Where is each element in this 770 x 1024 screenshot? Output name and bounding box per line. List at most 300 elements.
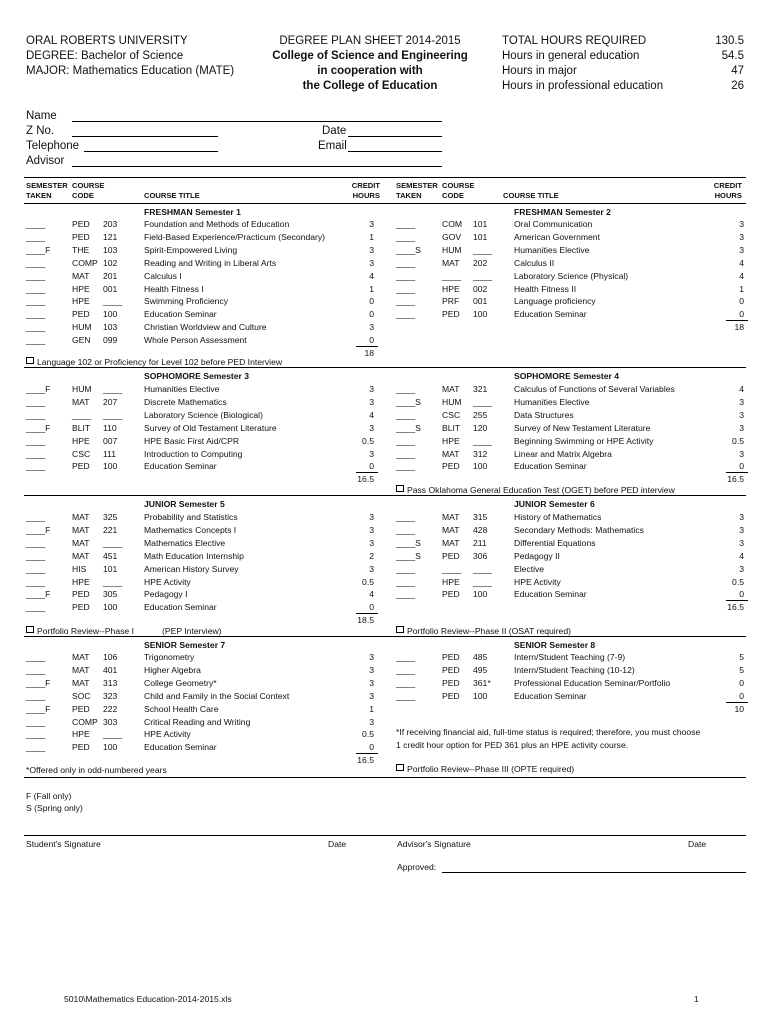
credit-hours: 3 [739, 563, 744, 574]
credit-hours: 3 [739, 422, 744, 433]
credit-hours: 0 [369, 461, 374, 472]
course-row [24, 524, 376, 537]
course-dept: MAT [72, 550, 90, 561]
course-row [24, 576, 376, 589]
course-title: Education Seminar [514, 309, 587, 320]
course-row [394, 218, 746, 231]
course-title: HPE Activity [144, 576, 191, 587]
course-title: Professional Education Seminar/Portfolio [514, 677, 671, 688]
course-title: HPE Basic First Aid/CPR [144, 435, 240, 446]
course-row [24, 703, 376, 716]
credit-hours: 3 [369, 563, 374, 574]
course-number: 100 [103, 602, 118, 613]
credit-hours: 3 [369, 396, 374, 407]
course-row [24, 409, 376, 422]
taken-blank[interactable]: ____S [396, 244, 421, 255]
taken-blank[interactable]: ____ [26, 742, 46, 753]
course-number: 102 [103, 257, 118, 268]
course-dept: MAT [442, 512, 460, 522]
course-title: Intern/Student Teaching (10-12) [514, 664, 635, 675]
fall-legend: F (Fall only) [26, 791, 72, 801]
credit-hours: 3 [369, 219, 374, 229]
course-row [394, 435, 746, 448]
course-row [394, 537, 746, 550]
course-row [24, 270, 376, 283]
credit-hours: 0.5 [362, 729, 374, 740]
course-number: 207 [103, 396, 118, 407]
taken-blank[interactable]: ____ [26, 729, 46, 740]
course-title: Elective [514, 563, 545, 574]
course-row [24, 537, 376, 550]
taken-blank[interactable]: ____ [396, 435, 416, 446]
credit-hours: 3 [369, 664, 374, 675]
course-dept: PED [442, 677, 460, 688]
credit-hours: 1 [369, 283, 374, 294]
credit-hours: 4 [369, 589, 374, 600]
course-row [394, 588, 746, 601]
taken-blank[interactable]: ____ [396, 652, 416, 662]
course-row [394, 460, 746, 473]
course-number: 303 [103, 716, 118, 727]
course-dept: GEN [72, 335, 91, 346]
course-number: 101 [473, 219, 488, 229]
taken-blank[interactable]: ____ [26, 448, 46, 459]
major-hours-row: Hours in major 47 [502, 65, 744, 77]
course-title: Introduction to Computing [144, 448, 243, 459]
course-dept: PED [72, 231, 90, 242]
course-row [394, 231, 746, 244]
credit-hours: 3 [369, 448, 374, 459]
course-dept: HPE [72, 576, 90, 587]
course-title: Probability and Statistics [144, 512, 238, 522]
course-row [24, 601, 376, 614]
course-title: Mathematics Concepts I [144, 524, 237, 535]
course-dept: BLIT [72, 422, 91, 433]
credit-hours: 3 [739, 524, 744, 535]
financial-note-line1: *If receiving financial aid, full-time status is required; therefore, you must choose [396, 727, 701, 737]
taken-blank[interactable]: ____ [26, 576, 46, 587]
signature-rule [24, 835, 746, 836]
semester-title: SOPHOMORE Semester 4 [514, 371, 620, 381]
advisor-date-label: Date [688, 839, 707, 849]
course-title: Humanities Elective [144, 384, 220, 394]
portfolio-phase1-checkbox[interactable] [26, 626, 34, 633]
course-title: Trigonometry [144, 652, 195, 662]
name-label: Name [26, 110, 57, 122]
course-row [24, 334, 376, 347]
taken-blank[interactable]: ____ [396, 296, 416, 307]
approved-label: Approved: [397, 862, 437, 872]
course-row [24, 690, 376, 703]
course-row [24, 511, 376, 524]
course-row [24, 550, 376, 563]
credit-hours: 3 [369, 716, 374, 727]
advisor-label: Advisor [26, 155, 65, 167]
taken-blank[interactable]: ____ [396, 589, 416, 600]
course-dept: MAT [72, 652, 90, 662]
course-number: ____ [473, 270, 493, 281]
taken-blank[interactable]: ____F [26, 524, 51, 535]
course-dept: PED [72, 589, 90, 600]
course-number: 428 [473, 524, 488, 535]
rule-2 [24, 495, 746, 496]
taken-blank[interactable]: ____ [26, 435, 46, 446]
taken-blank[interactable]: ____ [26, 231, 46, 242]
rule-1 [24, 367, 746, 368]
credit-hours: 0 [739, 690, 744, 701]
course-row [394, 550, 746, 563]
taken-blank[interactable]: ____ [26, 396, 46, 407]
credit-hours: 0 [369, 602, 374, 613]
semester-total: 18 [364, 348, 374, 358]
course-number: 100 [473, 589, 488, 600]
student-signature-label: Student's Signature [26, 839, 101, 849]
taken-blank[interactable]: ____ [26, 664, 46, 675]
credit-hours: 3 [369, 244, 374, 255]
taken-blank[interactable]: ____ [26, 309, 46, 320]
taken-blank[interactable]: ____ [396, 257, 416, 268]
course-dept: PED [442, 652, 460, 662]
email-field[interactable] [348, 151, 442, 152]
course-dept: MAT [72, 677, 90, 688]
course-row [394, 422, 746, 435]
course-dept: COM [442, 219, 463, 229]
semester-total: 16.5 [727, 474, 744, 485]
name-field[interactable] [72, 121, 442, 122]
taken-blank[interactable]: ____ [396, 409, 416, 420]
course-dept: HPE [72, 296, 90, 307]
course-dept: COMP [72, 716, 98, 727]
taken-blank[interactable]: ____ [26, 219, 46, 229]
course-number: 211 [473, 537, 487, 548]
course-title: American History Survey [144, 563, 239, 574]
course-number: 007 [103, 435, 118, 446]
oget-note: Pass Oklahoma General Education Test (OGET) before PED interview [396, 484, 675, 497]
course-dept: GOV [442, 231, 462, 242]
portfolio-phase3-note: Portfolio Review--Phase III (OPTE required) [396, 763, 574, 776]
taken-blank[interactable]: ____ [26, 257, 46, 268]
credit-hours: 0 [369, 335, 374, 346]
course-row [394, 283, 746, 296]
semester-title: JUNIOR Semester 6 [514, 499, 595, 509]
course-dept: MAT [72, 512, 90, 522]
credit-hours: 0.5 [732, 576, 744, 587]
course-number: 120 [473, 422, 488, 433]
header-bottom-rule [24, 203, 746, 204]
telephone-label: Telephone [26, 140, 80, 152]
course-row [24, 218, 376, 231]
course-title: Survey of Old Testament Literature [144, 422, 277, 433]
portfolio-phase2-note: Portfolio Review--Phase II (OSAT required) [396, 625, 571, 638]
course-row [394, 563, 746, 576]
course-dept: MAT [442, 537, 460, 548]
taken-blank[interactable]: ____S [396, 396, 421, 407]
taken-blank[interactable]: ____ [396, 283, 416, 294]
credit-hours: 1 [369, 703, 374, 714]
course-dept: CSC [442, 409, 461, 420]
portfolio-phase2-checkbox[interactable] [396, 626, 404, 633]
course-dept: PED [72, 309, 90, 320]
course-dept: COMP [72, 257, 98, 268]
course-title: Laboratory Science (Physical) [514, 270, 629, 281]
course-number: 306 [473, 550, 488, 561]
taken-blank[interactable]: ____ [396, 231, 416, 242]
taken-blank[interactable]: ____F [26, 244, 51, 255]
course-title: Spirit-Empowered Living [144, 244, 238, 255]
course-row [24, 422, 376, 435]
taken-blank[interactable]: ____F [26, 703, 51, 714]
advisor-field[interactable] [72, 166, 442, 167]
course-dept: ____ [442, 270, 462, 281]
course-row [394, 511, 746, 524]
course-row [394, 576, 746, 589]
semester-total: 16.5 [357, 755, 374, 766]
taken-blank[interactable]: ____S [396, 537, 421, 548]
course-number: ____ [103, 384, 123, 394]
course-dept: MAT [72, 270, 90, 281]
taken-blank[interactable]: ____ [26, 296, 46, 307]
course-row [394, 690, 746, 703]
gen-ed-hours-row: Hours in general education 54.5 [502, 50, 744, 62]
cooperation-line: in cooperation with [317, 65, 423, 77]
course-title: Child and Family in the Social Context [144, 690, 290, 701]
course-title: Data Structures [514, 409, 574, 420]
course-row [394, 295, 746, 308]
credit-hours: 2 [369, 550, 374, 561]
course-number: 001 [103, 283, 118, 294]
taken-blank[interactable]: ____ [26, 550, 46, 561]
semester-total: 10 [734, 703, 744, 714]
course-dept: PED [72, 602, 90, 613]
taken-blank[interactable]: ____ [396, 270, 416, 281]
semester-total: 16.5 [357, 474, 374, 485]
course-dept: HPE [72, 283, 90, 294]
credit-hours: 4 [369, 270, 374, 281]
course-dept: HUM [442, 396, 462, 407]
course-number: 099 [103, 335, 118, 346]
taken-blank[interactable]: ____F [26, 677, 51, 688]
credit-hours: 4 [739, 384, 744, 394]
semester-title: SENIOR Semester 7 [144, 640, 226, 650]
course-title: Foundation and Methods of Education [144, 219, 290, 229]
course-dept: ____ [442, 563, 462, 574]
credit-hours: 0 [739, 589, 744, 600]
course-number: 361* [473, 677, 491, 688]
course-dept: ____ [72, 409, 92, 420]
col-hours-right: CREDIT HOURS [713, 181, 742, 200]
credit-hours: 3 [369, 257, 374, 268]
taken-blank[interactable]: ____ [396, 219, 416, 229]
rule-3 [24, 636, 746, 637]
course-dept: MAT [442, 448, 460, 459]
taken-blank[interactable]: ____ [396, 448, 416, 459]
taken-blank[interactable]: ____ [396, 690, 416, 701]
credit-hours: 3 [739, 448, 744, 459]
course-title: Education Seminar [514, 461, 587, 472]
course-row [24, 244, 376, 257]
taken-blank[interactable]: ____ [26, 409, 46, 420]
course-number: 100 [473, 309, 488, 320]
spring-legend: S (Spring only) [26, 803, 83, 813]
course-number: 100 [103, 309, 118, 320]
taken-blank[interactable]: ____ [396, 664, 416, 675]
taken-blank[interactable]: ____S [396, 550, 421, 561]
col-course-right: COURSE CODE [442, 181, 475, 200]
taken-blank[interactable]: ____ [26, 652, 46, 662]
portfolio-phase3-checkbox[interactable] [396, 764, 404, 771]
course-number: 325 [103, 512, 118, 522]
university-header [26, 34, 234, 79]
course-dept: MAT [442, 524, 460, 535]
taken-blank[interactable]: ____ [26, 716, 46, 727]
course-row [394, 308, 746, 321]
credit-hours: 0 [739, 309, 744, 320]
taken-blank[interactable]: ____ [26, 270, 46, 281]
semester-title: SOPHOMORE Semester 3 [144, 371, 250, 381]
language-checkbox[interactable] [26, 357, 34, 364]
taken-blank[interactable]: ____ [396, 524, 416, 535]
course-number: ____ [473, 435, 493, 446]
course-number: ____ [473, 396, 493, 407]
course-title: School Health Care [144, 703, 219, 714]
course-number: ____ [103, 576, 123, 587]
taken-blank[interactable]: ____ [396, 461, 416, 472]
degree-line: DEGREE: Bachelor of Science [26, 50, 184, 62]
course-number: ____ [473, 576, 493, 587]
course-row [394, 396, 746, 409]
footer-filename: 5010\Mathematics Education-2014-2015.xls [64, 994, 232, 1004]
course-title: Reading and Writing in Liberal Arts [144, 257, 277, 268]
taken-blank[interactable]: ____ [26, 602, 46, 613]
zno-field[interactable] [72, 136, 218, 137]
course-dept: PED [72, 742, 90, 753]
date-field[interactable] [348, 136, 442, 137]
course-number: 101 [103, 563, 118, 574]
taken-blank[interactable]: ____ [26, 563, 46, 574]
course-row [24, 460, 376, 473]
semester-title: FRESHMAN Semester 2 [514, 207, 611, 217]
course-dept: PED [442, 589, 460, 600]
course-number: ____ [103, 537, 123, 548]
semester-total: 16.5 [727, 602, 744, 613]
education-college-line: the College of Education [302, 80, 438, 92]
course-title: Education Seminar [144, 309, 217, 320]
course-title: History of Mathematics [514, 512, 602, 522]
course-number: 101 [473, 231, 488, 242]
credit-hours: 0.5 [362, 576, 374, 587]
semester-total: 18.5 [357, 615, 374, 626]
course-title: Mathematics Elective [144, 537, 226, 548]
taken-blank[interactable]: ____ [26, 335, 46, 346]
credit-hours: 0 [369, 742, 374, 753]
course-title: Pedagogy I [144, 589, 188, 600]
semester-title: FRESHMAN Semester 1 [144, 207, 241, 217]
course-number: 100 [473, 690, 488, 701]
course-dept: PRF [442, 296, 460, 307]
taken-blank[interactable]: ____ [26, 512, 46, 522]
taken-blank[interactable]: ____ [396, 677, 416, 688]
course-row [24, 716, 376, 729]
taken-blank[interactable]: ____ [396, 512, 416, 522]
credit-hours: 3 [369, 422, 374, 433]
college-line: College of Science and Engineering [272, 50, 468, 62]
course-number: 221 [103, 524, 118, 535]
taken-blank[interactable]: ____ [396, 384, 416, 394]
taken-blank[interactable]: ____ [396, 576, 416, 587]
course-row [394, 524, 746, 537]
course-dept: MAT [72, 524, 90, 535]
taken-blank[interactable]: ____ [26, 461, 46, 472]
financial-note-line2: 1 credit hour option for PED 361 plus an HPE activity course. [396, 740, 629, 750]
course-number: 451 [103, 550, 118, 561]
course-number: 315 [473, 512, 488, 522]
odd-years-note: *Offered only in odd-numbered years [26, 765, 167, 775]
course-dept: HPE [442, 435, 460, 446]
course-dept: THE [72, 244, 90, 255]
col-course-left: COURSE CODE [72, 181, 105, 200]
col-hours-left: CREDIT HOURS [351, 181, 380, 200]
course-row [24, 396, 376, 409]
credit-hours: 3 [369, 512, 374, 522]
course-number: 485 [473, 652, 488, 662]
course-dept: PED [442, 309, 460, 320]
course-row [394, 409, 746, 422]
taken-blank[interactable]: ____S [396, 422, 421, 433]
course-title: Health Fitness I [144, 283, 204, 294]
pep-interview-note: (PEP Interview) [162, 626, 222, 636]
taken-blank[interactable]: ____F [26, 422, 51, 433]
course-dept: HIS [72, 563, 87, 574]
course-dept: PED [442, 550, 460, 561]
telephone-field[interactable] [84, 151, 218, 152]
course-dept: HUM [72, 322, 92, 333]
taken-blank[interactable]: ____ [26, 322, 46, 333]
course-title: Math Education Internship [144, 550, 244, 561]
course-title: College Geometry* [144, 677, 217, 688]
taken-blank[interactable]: ____ [26, 537, 46, 548]
oget-checkbox[interactable] [396, 485, 404, 492]
course-number: ____ [103, 409, 123, 420]
major-line: MAJOR: Mathematics Education (MATE) [26, 65, 235, 77]
taken-blank[interactable]: ____ [396, 563, 416, 574]
course-title: Discrete Mathematics [144, 396, 227, 407]
table-top-rule [24, 177, 746, 178]
taken-blank[interactable]: ____F [26, 589, 51, 600]
course-row [24, 588, 376, 601]
course-dept: HPE [442, 283, 460, 294]
course-dept: MAT [72, 664, 90, 675]
semester-title: SENIOR Semester 8 [514, 640, 596, 650]
course-dept: MAT [442, 257, 460, 268]
taken-blank[interactable]: ____ [26, 690, 46, 701]
taken-blank[interactable]: ____ [26, 283, 46, 294]
course-dept: PED [442, 690, 460, 701]
course-title: HPE Activity [514, 576, 561, 587]
course-row [394, 651, 746, 664]
course-dept: PED [72, 461, 90, 472]
approved-signature-line[interactable] [442, 872, 746, 873]
taken-blank[interactable]: ____F [26, 384, 51, 394]
course-dept: PED [72, 219, 90, 229]
course-title: Higher Algebra [144, 664, 201, 675]
credit-hours: 1 [739, 283, 744, 294]
taken-blank[interactable]: ____ [396, 309, 416, 320]
course-number: 201 [103, 270, 118, 281]
course-row [24, 383, 376, 396]
plan-title: DEGREE PLAN SHEET 2014-2015 [279, 35, 461, 47]
course-dept: MAT [72, 396, 90, 407]
course-row [24, 435, 376, 448]
